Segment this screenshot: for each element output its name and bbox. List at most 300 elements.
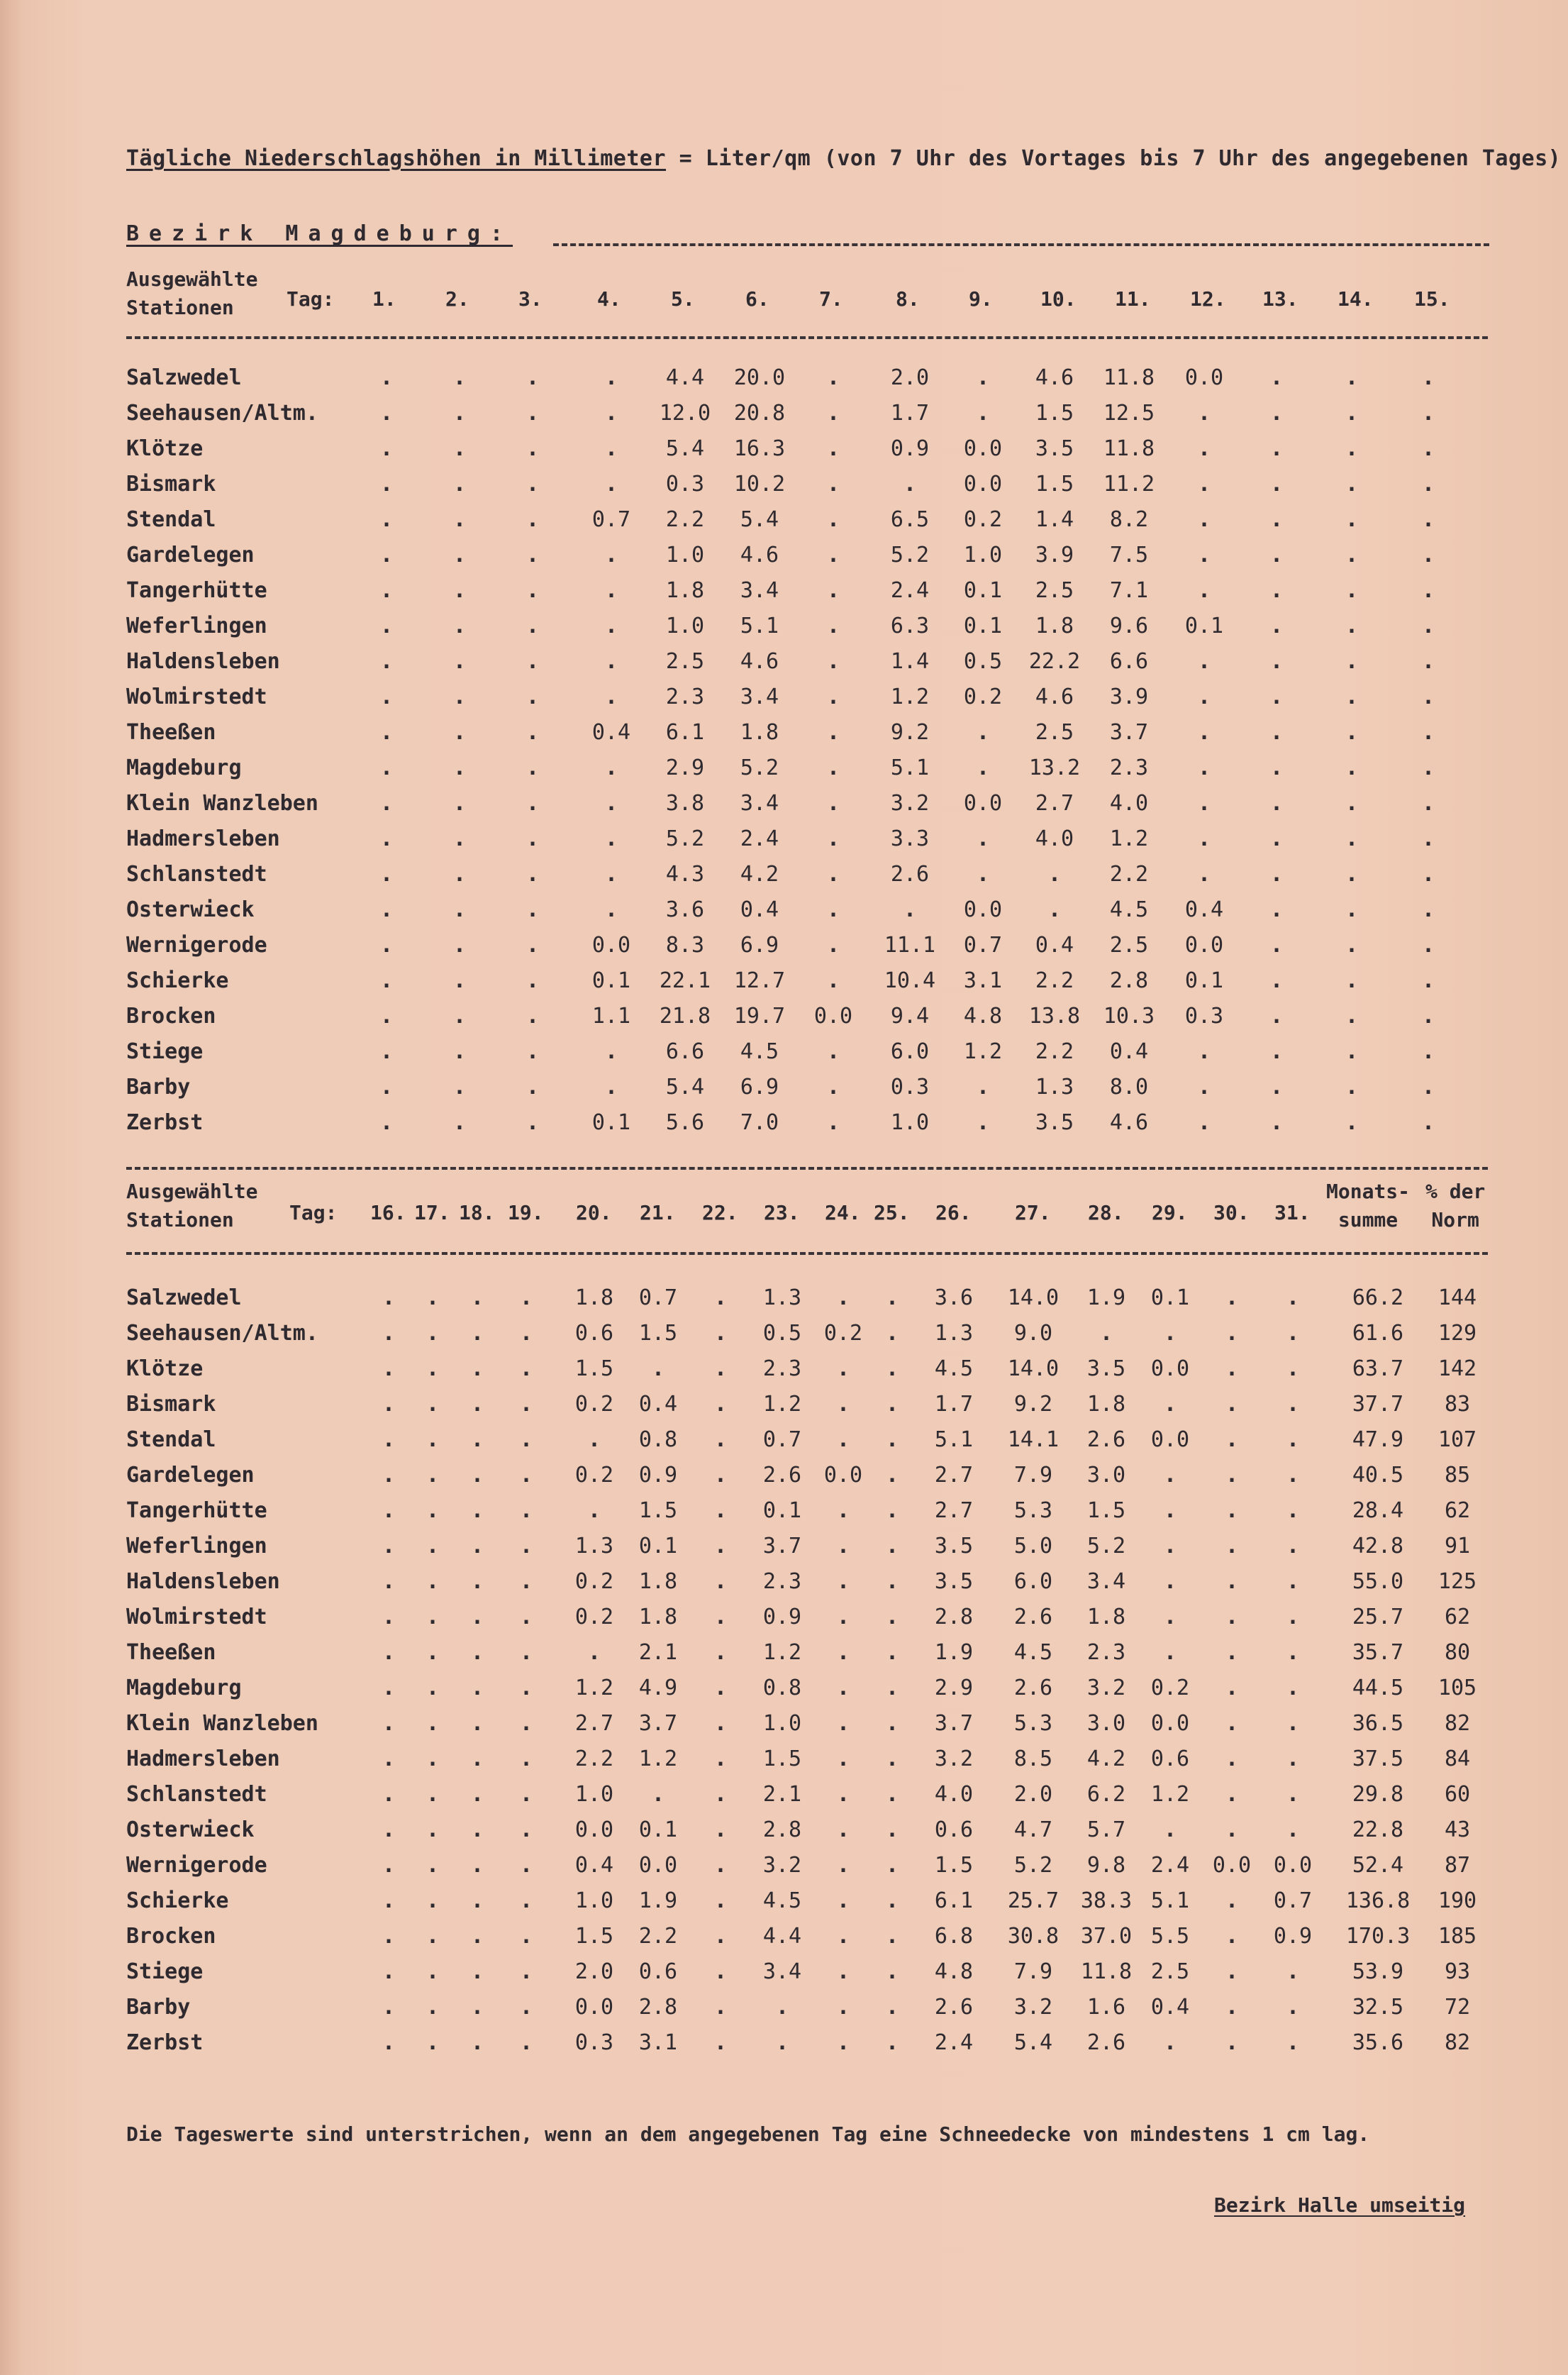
table-cell: 7.5 <box>1109 543 1149 568</box>
table-cell: . <box>604 1075 618 1100</box>
pct-norm-cell: 144 <box>1438 1285 1477 1310</box>
table-cell: 2.6 <box>1086 2030 1126 2055</box>
monthly-sum-cell: 25.7 <box>1352 1605 1404 1629</box>
table-cell: . <box>826 472 840 497</box>
station-name: Weferlingen <box>126 614 267 638</box>
table-cell: . <box>836 1888 850 1913</box>
table-cell: . <box>1345 1110 1359 1135</box>
table-cell: . <box>1225 1782 1239 1807</box>
table-cell: . <box>1286 1959 1300 1984</box>
table-cell: 0.8 <box>638 1427 678 1452</box>
day-header: 20. <box>576 1201 612 1224</box>
table-cell: 5.2 <box>740 755 779 780</box>
table-cell: 0.4 <box>638 1392 678 1417</box>
table-cell: 14.0 <box>1007 1285 1060 1310</box>
table-cell: . <box>1421 862 1435 887</box>
table-cell: . <box>885 1782 899 1807</box>
table-cell: . <box>1225 1356 1239 1381</box>
header-rule-part2 <box>126 1252 1488 1255</box>
table-cell: . <box>519 1888 533 1913</box>
station-name: Osterwieck <box>126 897 255 922</box>
table-cell: . <box>836 1427 850 1452</box>
table-cell: . <box>713 1285 728 1310</box>
table-cell: . <box>1197 578 1211 603</box>
pct-norm-cell: 82 <box>1444 1711 1471 1736</box>
table-cell: 0.1 <box>1184 968 1224 993</box>
table-cell: . <box>1163 1463 1177 1488</box>
table-cell: . <box>976 1110 990 1135</box>
table-cell: 1.6 <box>1086 1995 1126 2020</box>
day-header: 29. <box>1152 1201 1188 1224</box>
table-cell: 5.4 <box>1013 2030 1053 2055</box>
table-cell: . <box>836 1534 850 1559</box>
day-header: 28. <box>1088 1201 1124 1224</box>
table-cell: . <box>426 1356 440 1381</box>
day-header: 31. <box>1274 1201 1311 1224</box>
table-cell: . <box>452 365 467 390</box>
station-name: Theeßen <box>126 720 216 745</box>
station-name: Stendal <box>126 1427 216 1452</box>
table-cell: 0.3 <box>665 472 705 497</box>
table-cell: 0.0 <box>813 1004 853 1029</box>
table-cell: . <box>526 826 540 851</box>
table-cell: 1.7 <box>934 1392 974 1417</box>
station-name: Stiege <box>126 1959 204 1984</box>
table-cell: . <box>519 1746 533 1771</box>
table-cell: 0.2 <box>1150 1676 1190 1700</box>
table-cell: 2.2 <box>1109 862 1149 887</box>
table-cell: . <box>382 1356 396 1381</box>
table-cell: 0.1 <box>1150 1285 1190 1310</box>
table-cell: 5.7 <box>1086 1817 1126 1842</box>
table-cell: . <box>452 543 467 568</box>
table-cell: . <box>1286 1463 1300 1488</box>
district-heading: Bezirk Magdeburg: <box>126 221 513 246</box>
table-cell: 0.0 <box>1273 1853 1313 1878</box>
day-header: 6. <box>745 287 769 311</box>
table-cell: . <box>1286 1676 1300 1700</box>
table-cell: 0.1 <box>591 968 631 993</box>
station-name: Wernigerode <box>126 1853 267 1878</box>
table-cell: . <box>1345 862 1359 887</box>
table-cell: 3.7 <box>934 1711 974 1736</box>
table-cell: 3.4 <box>740 685 779 709</box>
table-cell: . <box>1225 1498 1239 1523</box>
table-cell: . <box>452 614 467 638</box>
table-cell: 4.9 <box>638 1676 678 1700</box>
table-cell: 3.8 <box>665 791 705 816</box>
day-header: 25. <box>874 1201 910 1224</box>
table-cell: . <box>836 1356 850 1381</box>
station-name: Wolmirstedt <box>126 1605 267 1629</box>
table-cell: 0.5 <box>963 649 1003 674</box>
table-cell: 1.0 <box>574 1782 614 1807</box>
table-cell: . <box>713 1888 728 1913</box>
table-cell: . <box>1345 472 1359 497</box>
station-name: Stendal <box>126 507 216 532</box>
table-cell: . <box>713 1995 728 2020</box>
table-cell: 3.4 <box>740 791 779 816</box>
table-cell: . <box>426 1498 440 1523</box>
table-cell: 6.8 <box>934 1924 974 1949</box>
station-name: Gardelegen <box>126 543 255 568</box>
table-cell: . <box>382 1995 396 2020</box>
station-name: Salzwedel <box>126 365 242 390</box>
table-cell: . <box>1163 1321 1177 1346</box>
table-cell: 2.5 <box>1109 933 1149 958</box>
table-cell: 0.6 <box>1150 1746 1190 1771</box>
table-cell: . <box>470 1285 484 1310</box>
table-cell: . <box>426 1569 440 1594</box>
table-cell: . <box>1421 1004 1435 1029</box>
table-cell: 11.8 <box>1080 1959 1133 1984</box>
table-cell: . <box>885 1640 899 1665</box>
station-name: Tangerhütte <box>126 1498 267 1523</box>
table-cell: . <box>1421 720 1435 745</box>
station-name: Barby <box>126 1995 191 2020</box>
table-cell: 2.5 <box>665 649 705 674</box>
table-cell: . <box>1163 2030 1177 2055</box>
table-cell: 5.1 <box>740 614 779 638</box>
table-cell: . <box>382 1285 396 1310</box>
table-cell: . <box>1225 1817 1239 1842</box>
table-cell: . <box>976 826 990 851</box>
day-header: 5. <box>671 287 695 311</box>
table-cell: 2.6 <box>1086 1427 1126 1452</box>
table-cell: . <box>976 720 990 745</box>
day-header: 7. <box>819 287 843 311</box>
table-cell: 0.0 <box>963 436 1003 461</box>
monthly-sum-cell: 63.7 <box>1352 1356 1404 1381</box>
table-cell: . <box>713 1427 728 1452</box>
table-cell: . <box>1047 862 1062 887</box>
table-cell: . <box>379 755 394 780</box>
table-cell: . <box>1269 614 1284 638</box>
table-cell: 1.8 <box>638 1569 678 1594</box>
table-cell: 4.6 <box>1035 365 1074 390</box>
table-cell: 1.5 <box>1086 1498 1126 1523</box>
table-cell: 1.2 <box>638 1746 678 1771</box>
table-cell: . <box>713 2030 728 2055</box>
table-cell: . <box>976 401 990 426</box>
table-cell: 3.5 <box>1035 436 1074 461</box>
table-cell: 0.6 <box>638 1959 678 1984</box>
table-cell: . <box>604 862 618 887</box>
table-cell: . <box>713 1569 728 1594</box>
table-cell: 4.6 <box>740 543 779 568</box>
table-cell: . <box>826 436 840 461</box>
table-cell: 5.5 <box>1150 1924 1190 1949</box>
table-cell: . <box>1345 720 1359 745</box>
table-cell: . <box>1345 933 1359 958</box>
title-units: = Liter/qm (von 7 Uhr des Vortages bis 7 Uhr des angegebenen Tages) <box>666 146 1562 171</box>
table-cell: . <box>826 826 840 851</box>
day-label-part1: Tag: <box>287 287 335 311</box>
table-cell: 1.2 <box>762 1392 802 1417</box>
table-cell: . <box>1225 1427 1239 1452</box>
day-header: 26. <box>935 1201 972 1224</box>
table-cell: . <box>826 791 840 816</box>
table-cell: 2.8 <box>762 1817 802 1842</box>
table-cell: 1.5 <box>1035 472 1074 497</box>
table-cell: 4.8 <box>934 1959 974 1984</box>
table-cell: 2.6 <box>762 1463 802 1488</box>
table-cell: 0.0 <box>1150 1711 1190 1736</box>
header-rule-part1 <box>126 336 1488 339</box>
table-cell: . <box>836 1746 850 1771</box>
table-cell: . <box>976 755 990 780</box>
table-cell: . <box>1225 1285 1239 1310</box>
monthly-sum-cell: 37.7 <box>1352 1392 1404 1417</box>
table-cell: . <box>1421 1110 1435 1135</box>
table-cell: . <box>1163 1640 1177 1665</box>
table-cell: 5.2 <box>890 543 930 568</box>
table-cell: 0.7 <box>963 933 1003 958</box>
table-cell: 0.0 <box>638 1853 678 1878</box>
day-header: 9. <box>969 287 993 311</box>
table-cell: . <box>426 1605 440 1629</box>
table-cell: 5.2 <box>665 826 705 851</box>
table-cell: 5.2 <box>1086 1534 1126 1559</box>
table-cell: 0.4 <box>740 897 779 922</box>
table-cell: . <box>452 933 467 958</box>
table-cell: 2.0 <box>574 1959 614 1984</box>
table-cell: . <box>1286 1746 1300 1771</box>
table-cell: . <box>713 1392 728 1417</box>
day-header: 15. <box>1414 287 1450 311</box>
table-cell: 1.8 <box>1035 614 1074 638</box>
table-cell: . <box>379 826 394 851</box>
table-cell: 3.4 <box>1086 1569 1126 1594</box>
table-cell: . <box>885 1888 899 1913</box>
table-cell: . <box>470 1463 484 1488</box>
table-cell: 3.7 <box>1109 720 1149 745</box>
table-cell: . <box>1163 1817 1177 1842</box>
table-cell: 8.3 <box>665 933 705 958</box>
table-cell: . <box>1286 1534 1300 1559</box>
table-cell: . <box>1197 472 1211 497</box>
pct-norm-cell: 62 <box>1444 1498 1471 1523</box>
monthly-sum-cell: 29.8 <box>1352 1782 1404 1807</box>
table-cell: . <box>1197 720 1211 745</box>
table-cell: . <box>1163 1569 1177 1594</box>
table-cell: 2.4 <box>740 826 779 851</box>
table-cell: . <box>885 1924 899 1949</box>
table-cell: 3.5 <box>934 1534 974 1559</box>
table-cell: . <box>382 1321 396 1346</box>
table-cell: . <box>713 1676 728 1700</box>
table-cell: . <box>526 472 540 497</box>
day-header: 23. <box>764 1201 800 1224</box>
table-cell: . <box>470 1995 484 2020</box>
table-cell: . <box>382 1569 396 1594</box>
table-cell: 1.0 <box>963 543 1003 568</box>
table-cell: 2.2 <box>638 1924 678 1949</box>
table-cell: 0.7 <box>591 507 631 532</box>
table-cell: 1.0 <box>574 1888 614 1913</box>
table-cell: 1.4 <box>890 649 930 674</box>
table-cell: 20.0 <box>733 365 786 390</box>
table-cell: . <box>526 933 540 958</box>
table-cell: . <box>519 1640 533 1665</box>
table-cell: . <box>775 2030 789 2055</box>
table-cell: . <box>713 1959 728 1984</box>
table-cell: 0.2 <box>823 1321 863 1346</box>
table-cell: 20.8 <box>733 401 786 426</box>
table-cell: 3.0 <box>1086 1463 1126 1488</box>
table-cell: . <box>604 543 618 568</box>
table-cell: . <box>379 578 394 603</box>
table-cell: 0.1 <box>963 614 1003 638</box>
table-cell: . <box>1269 1039 1284 1064</box>
table-cell: . <box>1421 543 1435 568</box>
table-cell: . <box>826 720 840 745</box>
table-cell: . <box>885 1853 899 1878</box>
table-cell: . <box>1269 1075 1284 1100</box>
table-cell: . <box>1269 897 1284 922</box>
table-cell: . <box>836 1569 850 1594</box>
table-cell: . <box>836 1498 850 1523</box>
table-cell: . <box>526 1110 540 1135</box>
table-cell: . <box>526 578 540 603</box>
table-cell: 4.5 <box>934 1356 974 1381</box>
table-cell: 0.0 <box>1184 933 1224 958</box>
table-cell: . <box>382 1924 396 1949</box>
station-name: Magdeburg <box>126 1676 242 1700</box>
table-cell: . <box>470 1640 484 1665</box>
table-cell: 5.2 <box>1013 1853 1053 1878</box>
table-cell: 7.0 <box>740 1110 779 1135</box>
table-cell: . <box>1345 1039 1359 1064</box>
station-name: Magdeburg <box>126 755 242 780</box>
table-cell: . <box>379 685 394 709</box>
table-cell: . <box>452 507 467 532</box>
table-cell: . <box>382 1392 396 1417</box>
station-name: Klötze <box>126 436 204 461</box>
table-cell: 4.6 <box>1035 685 1074 709</box>
table-cell: 5.1 <box>934 1427 974 1452</box>
table-cell: . <box>651 1356 665 1381</box>
footnote: Die Tageswerte sind unterstrichen, wenn an dem angegebenen Tag eine Schneedecke von mindestens 1 cm lag. <box>126 2122 1370 2146</box>
monthly-sum-cell: 35.7 <box>1352 1640 1404 1665</box>
table-cell: . <box>1345 685 1359 709</box>
table-cell: . <box>519 1782 533 1807</box>
table-cell: . <box>1421 968 1435 993</box>
table-cell: . <box>885 1285 899 1310</box>
table-cell: . <box>470 1321 484 1346</box>
table-cell: . <box>1421 1039 1435 1064</box>
table-cell: . <box>382 1427 396 1452</box>
pct-norm-header: % der Norm <box>1425 1180 1486 1231</box>
table-cell: 0.0 <box>963 472 1003 497</box>
table-cell: . <box>1225 1995 1239 2020</box>
table-cell: . <box>470 1427 484 1452</box>
table-cell: 6.1 <box>665 720 705 745</box>
table-cell: . <box>604 365 618 390</box>
station-name: Schlanstedt <box>126 862 267 887</box>
table-cell: . <box>526 791 540 816</box>
table-cell: 3.2 <box>1013 1995 1053 2020</box>
table-cell: 1.3 <box>762 1285 802 1310</box>
table-cell: 0.0 <box>591 933 631 958</box>
table-cell: . <box>519 1995 533 2020</box>
table-cell: . <box>826 401 840 426</box>
table-cell: 2.6 <box>1013 1676 1053 1700</box>
table-cell: . <box>426 1817 440 1842</box>
table-cell: . <box>1286 1605 1300 1629</box>
table-cell: . <box>1197 401 1211 426</box>
table-cell: 4.4 <box>665 365 705 390</box>
table-cell: 4.2 <box>740 862 779 887</box>
table-cell: 2.6 <box>934 1995 974 2020</box>
table-cell: 4.5 <box>1013 1640 1053 1665</box>
table-cell: . <box>1345 755 1359 780</box>
table-cell: . <box>1421 436 1435 461</box>
table-cell: . <box>1197 685 1211 709</box>
table-cell: . <box>1345 578 1359 603</box>
table-cell: 3.2 <box>934 1746 974 1771</box>
table-cell: . <box>426 1995 440 2020</box>
table-cell: . <box>713 1498 728 1523</box>
table-cell: . <box>1286 1995 1300 2020</box>
table-cell: . <box>1225 1746 1239 1771</box>
table-cell: 11.8 <box>1103 436 1155 461</box>
table-cell: 2.1 <box>638 1640 678 1665</box>
table-cell: . <box>836 1853 850 1878</box>
table-cell: 6.2 <box>1086 1782 1126 1807</box>
pct-norm-cell: 91 <box>1444 1534 1471 1559</box>
table-cell: 38.3 <box>1080 1888 1133 1913</box>
table-cell: . <box>470 1817 484 1842</box>
table-cell: . <box>836 1959 850 1984</box>
table-cell: 0.9 <box>890 436 930 461</box>
table-cell: . <box>1421 507 1435 532</box>
table-cell: . <box>836 1285 850 1310</box>
table-cell: . <box>1345 1075 1359 1100</box>
table-cell: 1.5 <box>638 1321 678 1346</box>
table-cell: . <box>452 436 467 461</box>
table-cell: 0.1 <box>963 578 1003 603</box>
table-cell: 0.7 <box>1273 1888 1313 1913</box>
table-cell: . <box>519 1959 533 1984</box>
table-cell: . <box>382 1959 396 1984</box>
table-cell: 0.4 <box>1150 1995 1190 2020</box>
table-cell: 5.4 <box>665 1075 705 1100</box>
table-cell: . <box>382 1888 396 1913</box>
table-cell: . <box>885 1392 899 1417</box>
table-cell: . <box>1269 649 1284 674</box>
table-cell: 2.2 <box>1035 968 1074 993</box>
table-cell: . <box>826 543 840 568</box>
table-cell: . <box>1286 1640 1300 1665</box>
table-cell: . <box>379 401 394 426</box>
table-cell: 16.3 <box>733 436 786 461</box>
table-cell: . <box>826 862 840 887</box>
monthly-sum-cell: 28.4 <box>1352 1498 1404 1523</box>
monthly-sum-header: Monats- summe <box>1326 1180 1411 1231</box>
table-cell: 10.4 <box>884 968 936 993</box>
table-cell: 0.4 <box>1184 897 1224 922</box>
day-header: 3. <box>518 287 543 311</box>
table-cell: . <box>379 507 394 532</box>
pct-norm-cell: 60 <box>1444 1782 1471 1807</box>
station-name: Klein Wanzleben <box>126 791 318 816</box>
station-name: Klein Wanzleben <box>126 1711 318 1736</box>
table-cell: . <box>604 436 618 461</box>
table-cell: 6.1 <box>934 1888 974 1913</box>
table-cell: . <box>713 1746 728 1771</box>
table-cell: . <box>426 1676 440 1700</box>
